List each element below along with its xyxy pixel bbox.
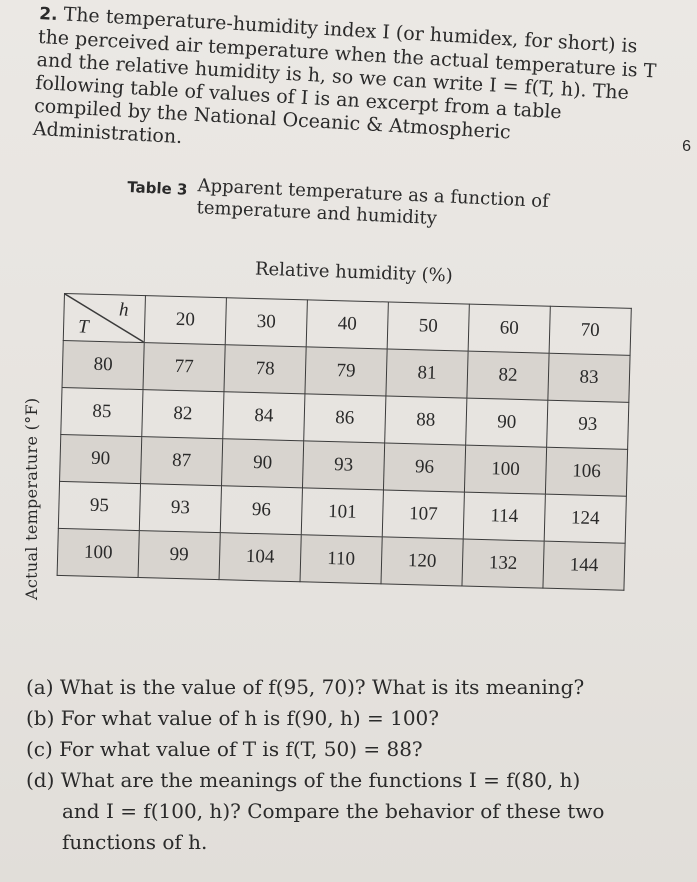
table-caption-text: Apparent temperature as a function of temperature and humidity [196, 175, 550, 230]
humidex-table [57, 293, 632, 591]
value-cell: 101 [301, 488, 383, 537]
value-cell: 90 [222, 439, 304, 488]
corner-h-label: h [118, 299, 129, 321]
question-b: (b) For what value of h is f(90, h) = 100? [26, 706, 439, 730]
temperature-cell: 85 [61, 387, 143, 436]
value-cell: 78 [224, 345, 306, 394]
table-caption [126, 172, 568, 236]
humidity-header-cell: 40 [306, 300, 388, 349]
value-cell: 93 [302, 441, 384, 490]
corner-t-label: T [77, 316, 89, 338]
humidity-header-cell: 70 [549, 306, 631, 355]
value-cell: 107 [382, 490, 464, 539]
margin-page-number: 6 [682, 138, 691, 155]
question-d-line1: (d) What are the meanings of the functions I = f(80, h) [26, 768, 581, 792]
value-cell: 114 [463, 492, 545, 541]
value-cell: 77 [143, 343, 225, 392]
value-cell: 88 [385, 396, 467, 445]
temperature-cell: 95 [58, 481, 140, 530]
value-cell: 99 [138, 531, 220, 580]
value-cell: 106 [545, 447, 627, 496]
humidity-header-cell: 30 [225, 298, 307, 347]
table-caption-label: Table 3 [126, 177, 188, 199]
column-axis-label: Relative humidity (%) [254, 258, 454, 287]
value-cell: 84 [223, 392, 305, 441]
value-cell: 100 [464, 445, 546, 494]
problem-intro [32, 2, 659, 175]
value-cell: 96 [220, 486, 302, 535]
value-cell: 144 [543, 541, 625, 590]
value-cell: 93 [547, 400, 629, 449]
value-cell: 120 [381, 537, 463, 586]
problem-text: The temperature-humidity index I (or humidex, for short) is the perceived air temperature when the actual temperature is T and the relative humidity is h, so we can write I = f(T, h). The following table of values of I is an excerpt from a table compiled by the National Oceanic & Atmospheric Administration. [32, 3, 657, 149]
temperature-cell: 80 [62, 340, 144, 389]
question-list [26, 672, 666, 858]
value-cell: 110 [300, 535, 382, 584]
value-cell: 93 [139, 484, 221, 533]
value-cell: 86 [304, 394, 386, 443]
value-cell: 96 [383, 443, 465, 492]
diagonal-divider [64, 294, 145, 342]
value-cell: 90 [466, 398, 548, 447]
value-cell: 124 [544, 494, 626, 543]
question-d-line2: and I = f(100, h)? Compare the behavior of these two [62, 799, 605, 823]
value-cell: 104 [219, 533, 301, 582]
value-cell: 132 [462, 539, 544, 588]
value-cell: 82 [142, 390, 224, 439]
problem-number: 2. [38, 3, 59, 25]
value-cell: 81 [386, 349, 468, 398]
question-c: (c) For what value of T is f(T, 50) = 88? [26, 737, 423, 761]
value-cell: 83 [548, 353, 630, 402]
humidity-header-cell: 20 [144, 296, 226, 345]
value-cell: 79 [305, 347, 387, 396]
temperature-cell: 90 [60, 434, 142, 483]
row-axis-label: Actual temperature (°F) [22, 397, 41, 600]
temperature-cell: 100 [57, 528, 139, 577]
value-cell: 87 [141, 437, 223, 486]
humidity-header-cell: 50 [387, 302, 469, 351]
question-a: (a) What is the value of f(95, 70)? What is its meaning? [26, 675, 585, 699]
humidity-header-cell: 60 [468, 304, 550, 353]
value-cell: 82 [467, 351, 549, 400]
corner-cell [63, 294, 145, 343]
question-d-line3: functions of h. [62, 830, 208, 854]
